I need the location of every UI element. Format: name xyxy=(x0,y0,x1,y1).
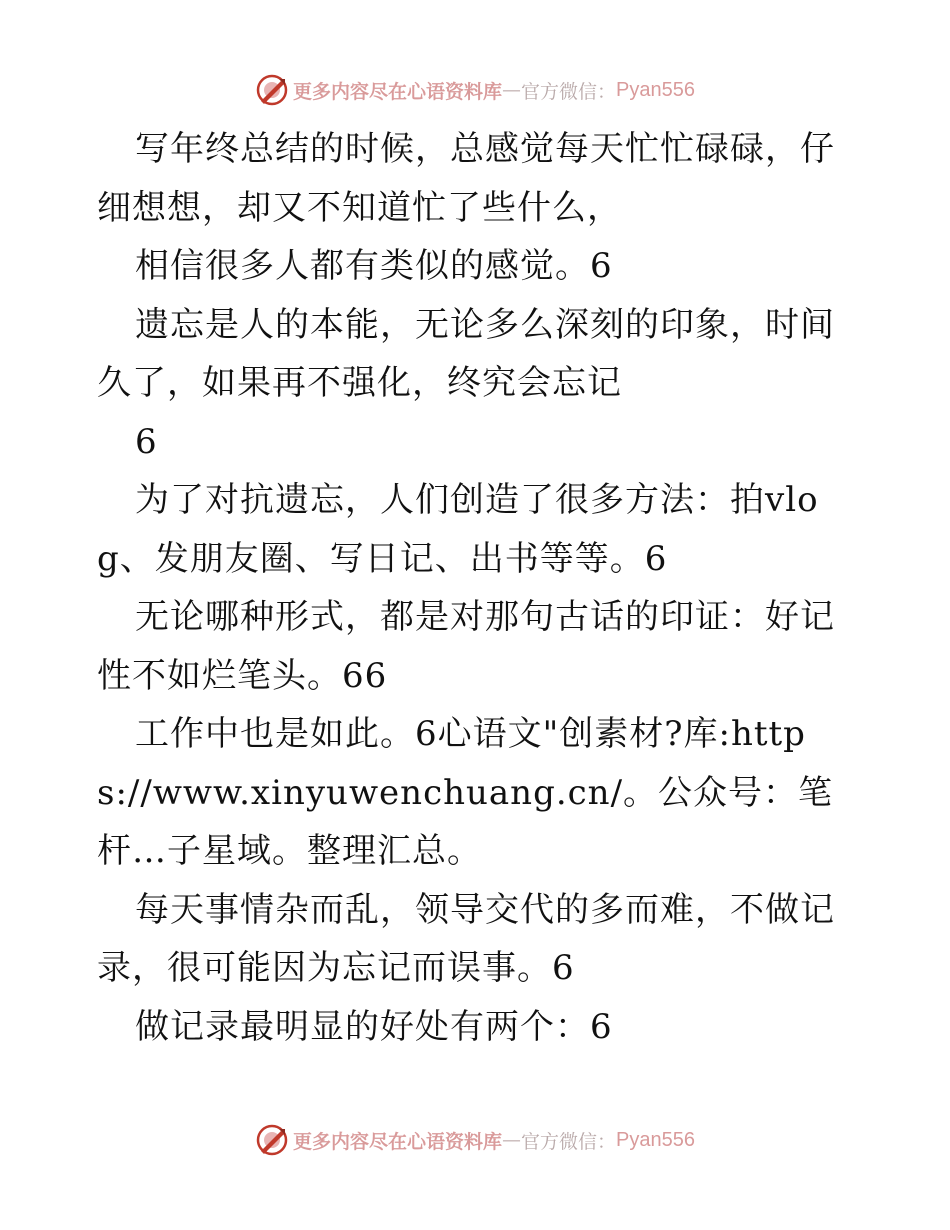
footer-dash: — xyxy=(502,1129,522,1151)
paragraph: 遗忘是人的本能，无论多么深刻的印象，时间久了，如果再不强化，终究会忘记 xyxy=(97,304,835,403)
paragraph: 相信很多人都有类似的感觉。6 xyxy=(135,246,613,286)
footer-wechat-id: Pyan556 xyxy=(616,1128,695,1151)
footer-wechat-label: 官方微信： xyxy=(521,1130,617,1153)
paragraph: 做记录最明显的好处有两个：6 xyxy=(135,1006,613,1047)
footer-slogan: 更多内容尽在心语资料库 xyxy=(293,1130,503,1153)
document-body xyxy=(97,120,857,1056)
paragraph: 无论哪种形式，都是对那句古话的印证：好记性不如烂笔头。66 xyxy=(97,597,835,696)
brand-logo-icon xyxy=(255,1123,289,1157)
paragraph: 每天事情杂而乱，领导交代的多而难，不做记录，很可能因为忘记而误事。6 xyxy=(97,889,835,988)
header-wechat-id: Pyan556 xyxy=(616,78,695,101)
header-dash: — xyxy=(502,79,522,101)
footer-watermark xyxy=(0,1120,950,1160)
header-wechat-label: 官方微信： xyxy=(521,80,617,103)
header-watermark xyxy=(0,70,950,110)
header-slogan: 更多内容尽在心语资料库 xyxy=(293,80,503,103)
paragraph: 为了对抗遗忘，人们创造了很多方法：拍vlog、发朋友圈、写日记、出书等等。6 xyxy=(97,480,819,579)
paragraph: 6 xyxy=(135,421,158,462)
brand-logo-icon xyxy=(255,73,289,107)
paragraph: 工作中也是如此。6心语文"创素材?库:https://www.xinyuwenchuang.cn/。公众号：笔杆…子星域。整理汇总。 xyxy=(97,714,834,871)
paragraph: 写年终总结的时候，总感觉每天忙忙碌碌，仔细想想，却又不知道忙了些什么， xyxy=(97,129,835,228)
